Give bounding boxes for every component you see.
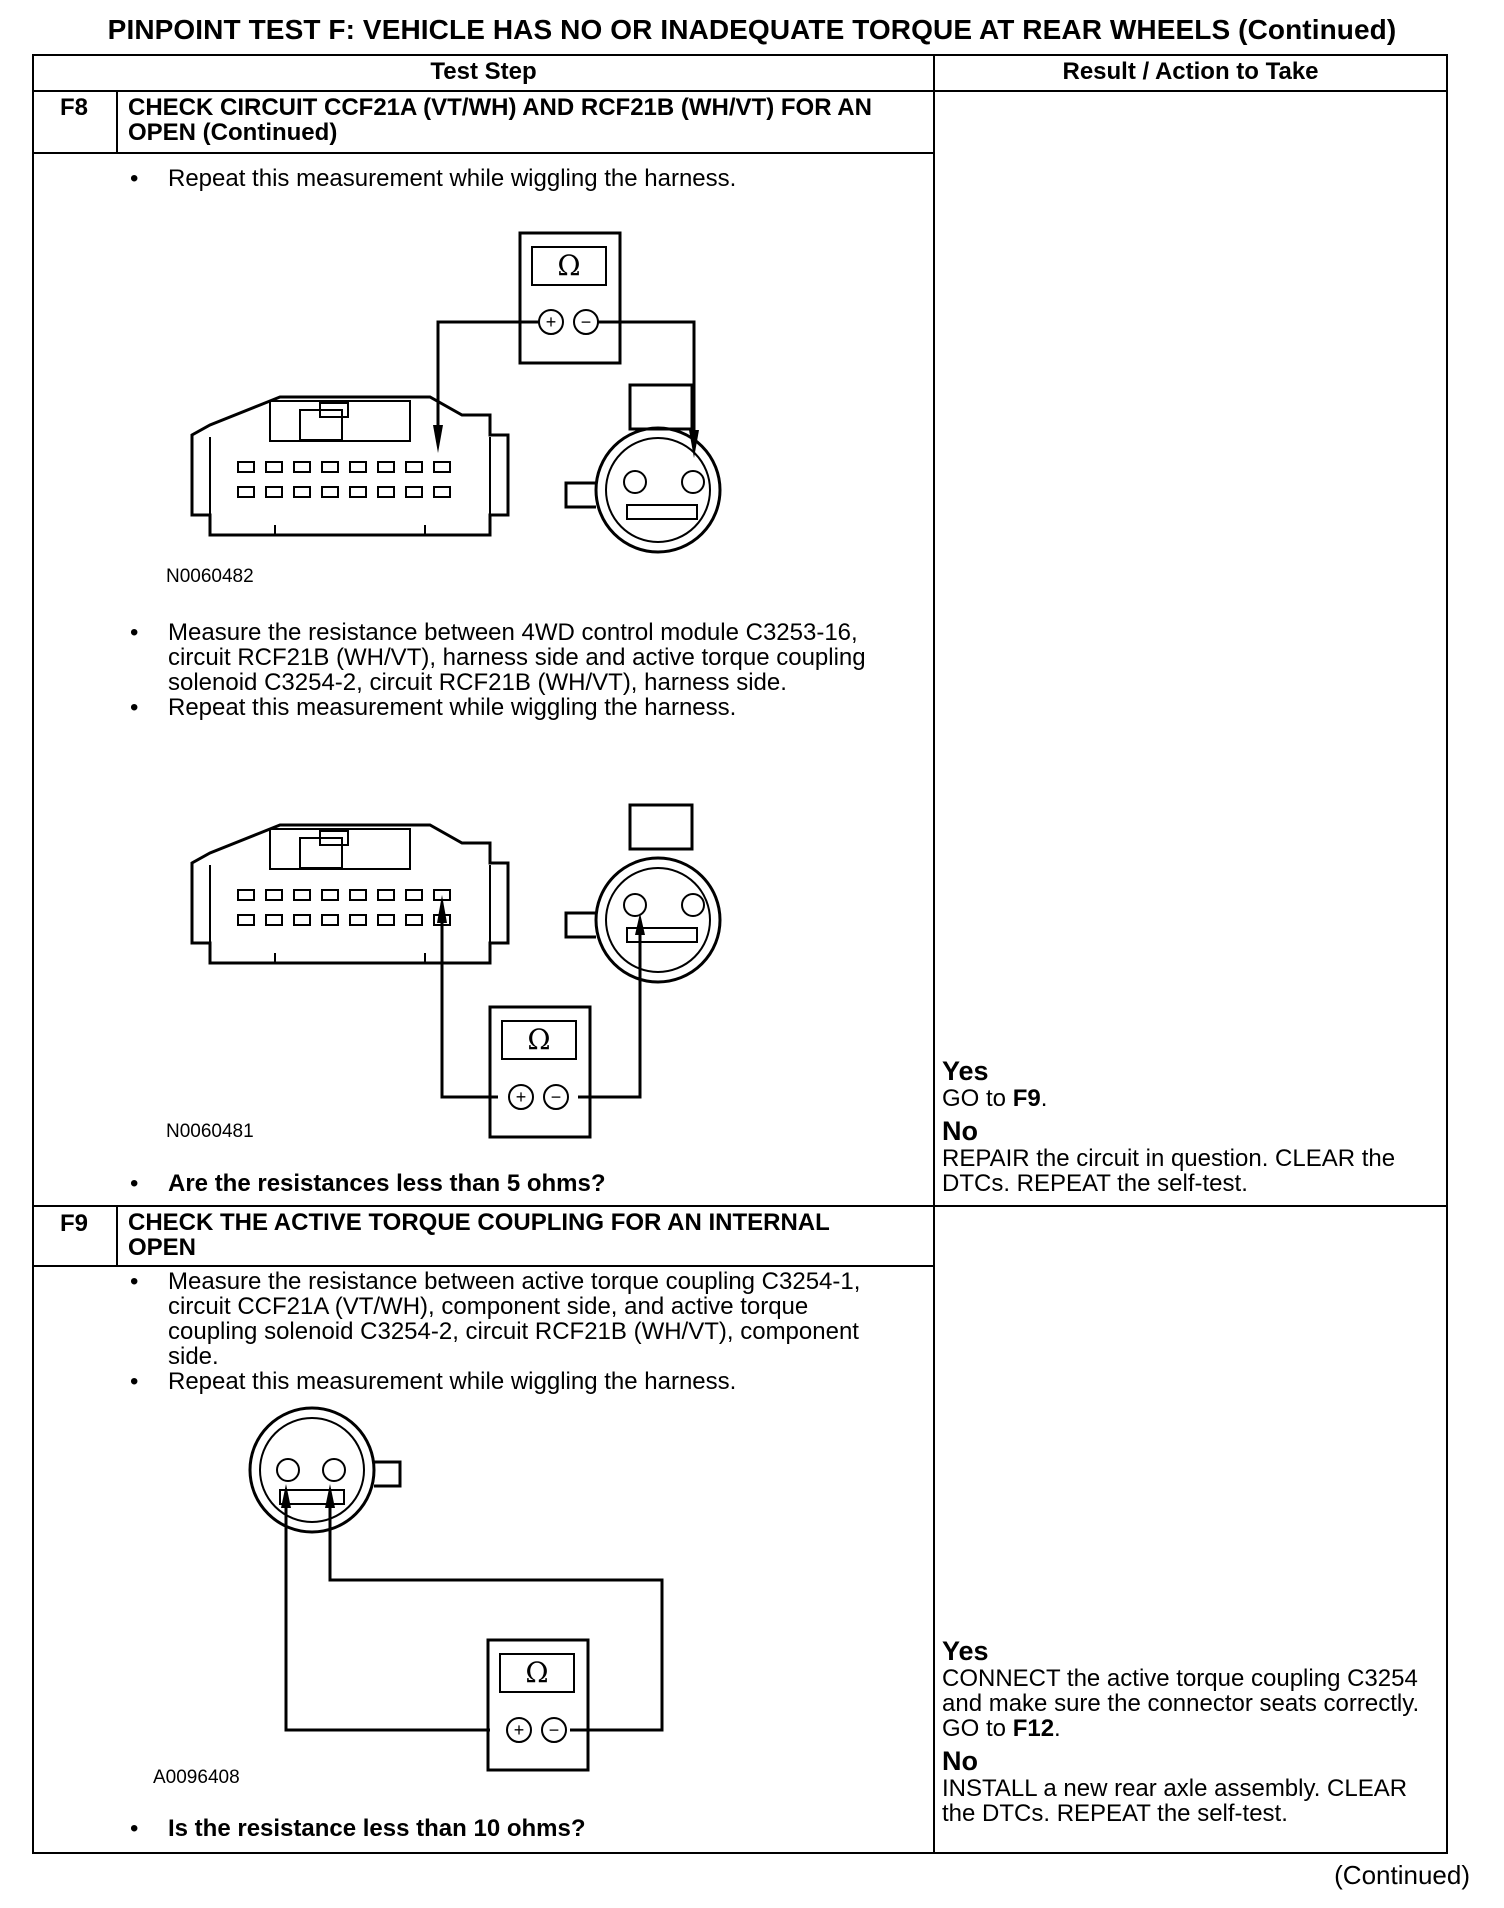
multimeter-icon xyxy=(490,1007,590,1137)
f8-question: • Are the resistances less than 5 ohms? xyxy=(128,1170,606,1198)
figure-id: A0096408 xyxy=(153,1767,240,1788)
f9-title-rule xyxy=(34,1265,933,1267)
step-title-f8: CHECK CIRCUIT CCF21A (VT/WH) AND RCF21B (WH/VT) FOR AN OPEN (Continued) xyxy=(128,94,872,146)
list-item: • Measure the resistance between active torque coupling C3254-1, circuit CCF21A (VT/WH), component side, and active torque coupling solenoid C3254-2, circuit RCF21B (WH/VT), component side. xyxy=(128,1269,868,1369)
f8-bullets-a xyxy=(128,166,908,191)
test-leads xyxy=(281,1484,662,1730)
wiring-diagram-2 xyxy=(180,795,760,1135)
ohm-symbol: Ω xyxy=(557,249,581,282)
connector-pins xyxy=(238,890,450,925)
no-action: REPAIR the circuit in question. CLEAR the DTCs. REPEAT the self-test. xyxy=(942,1145,1396,1197)
row-rule xyxy=(34,1205,1446,1207)
module-connector-icon xyxy=(192,825,508,963)
list-item: • Repeat this measurement while wiggling the harness. xyxy=(128,166,908,191)
continued-note: (Continued) xyxy=(1334,1860,1470,1890)
f9-question: • Is the resistance less than 10 ohms? xyxy=(128,1815,586,1843)
yes-label: Yes xyxy=(942,1636,989,1666)
result-header: Result / Action to Take xyxy=(1062,58,1319,85)
solenoid-connector-icon xyxy=(566,805,720,982)
ohm-symbol: Ω xyxy=(525,1656,549,1689)
no-label: No xyxy=(942,1746,978,1776)
no-label: No xyxy=(942,1116,978,1146)
header-rule xyxy=(34,90,1446,92)
list-item: • Repeat this measurement while wiggling the harness. xyxy=(128,1369,868,1394)
ohm-symbol: Ω xyxy=(527,1023,551,1056)
list-item: • Repeat this measurement while wiggling the harness. xyxy=(128,695,908,720)
svg-text:−: − xyxy=(580,312,592,332)
step-id-f8: F8 xyxy=(60,94,89,121)
step-id-divider xyxy=(116,1206,118,1266)
wiring-diagram-3 xyxy=(200,1390,700,1790)
f8-title-rule xyxy=(34,152,933,154)
figure-id: N0060481 xyxy=(166,1121,254,1142)
f9-bullets xyxy=(128,1269,868,1394)
svg-text:+: + xyxy=(545,312,557,332)
yes-action: CONNECT the active torque coupling C3254 and make sure the connector seats correctly. GO to F12. xyxy=(942,1665,1420,1742)
yes-label: Yes xyxy=(942,1056,989,1086)
yes-action: GO to F9. xyxy=(942,1085,1048,1112)
connector-pins xyxy=(238,462,450,497)
multimeter-icon xyxy=(488,1640,588,1770)
step-id-divider xyxy=(116,90,118,152)
solenoid-connector-icon xyxy=(250,1408,400,1532)
column-divider xyxy=(933,56,935,1852)
no-action: INSTALL a new rear axle assembly. CLEAR the DTCs. REPEAT the self-test. xyxy=(942,1775,1408,1827)
step-id-f9: F9 xyxy=(60,1210,89,1237)
f8-bullets-b xyxy=(128,620,908,720)
test-leads xyxy=(437,895,645,1097)
multimeter-icon xyxy=(520,233,620,363)
list-item: • Measure the resistance between 4WD control module C3253-16, circuit RCF21B (WH/VT), harness side and active torque coupling solenoid C3254-2, circuit RCF21B (WH/VT), harness side. xyxy=(128,620,908,695)
module-connector-icon xyxy=(192,397,508,535)
figure-id: N0060482 xyxy=(166,566,254,587)
svg-text:−: − xyxy=(550,1087,562,1107)
svg-text:+: + xyxy=(513,1720,525,1740)
svg-text:+: + xyxy=(515,1087,527,1107)
f9-result xyxy=(942,1636,1442,1826)
solenoid-connector-icon xyxy=(566,385,720,552)
wiring-diagram-1 xyxy=(180,225,760,565)
page-title: PINPOINT TEST F: VEHICLE HAS NO OR INADEQUATE TORQUE AT REAR WHEELS (Continued) xyxy=(107,14,1397,45)
test-step-header: Test Step xyxy=(430,58,537,85)
step-title-f9: CHECK THE ACTIVE TORQUE COUPLING FOR AN INTERNAL OPEN xyxy=(128,1209,830,1261)
svg-text:−: − xyxy=(548,1720,560,1740)
f8-result xyxy=(942,1056,1442,1196)
